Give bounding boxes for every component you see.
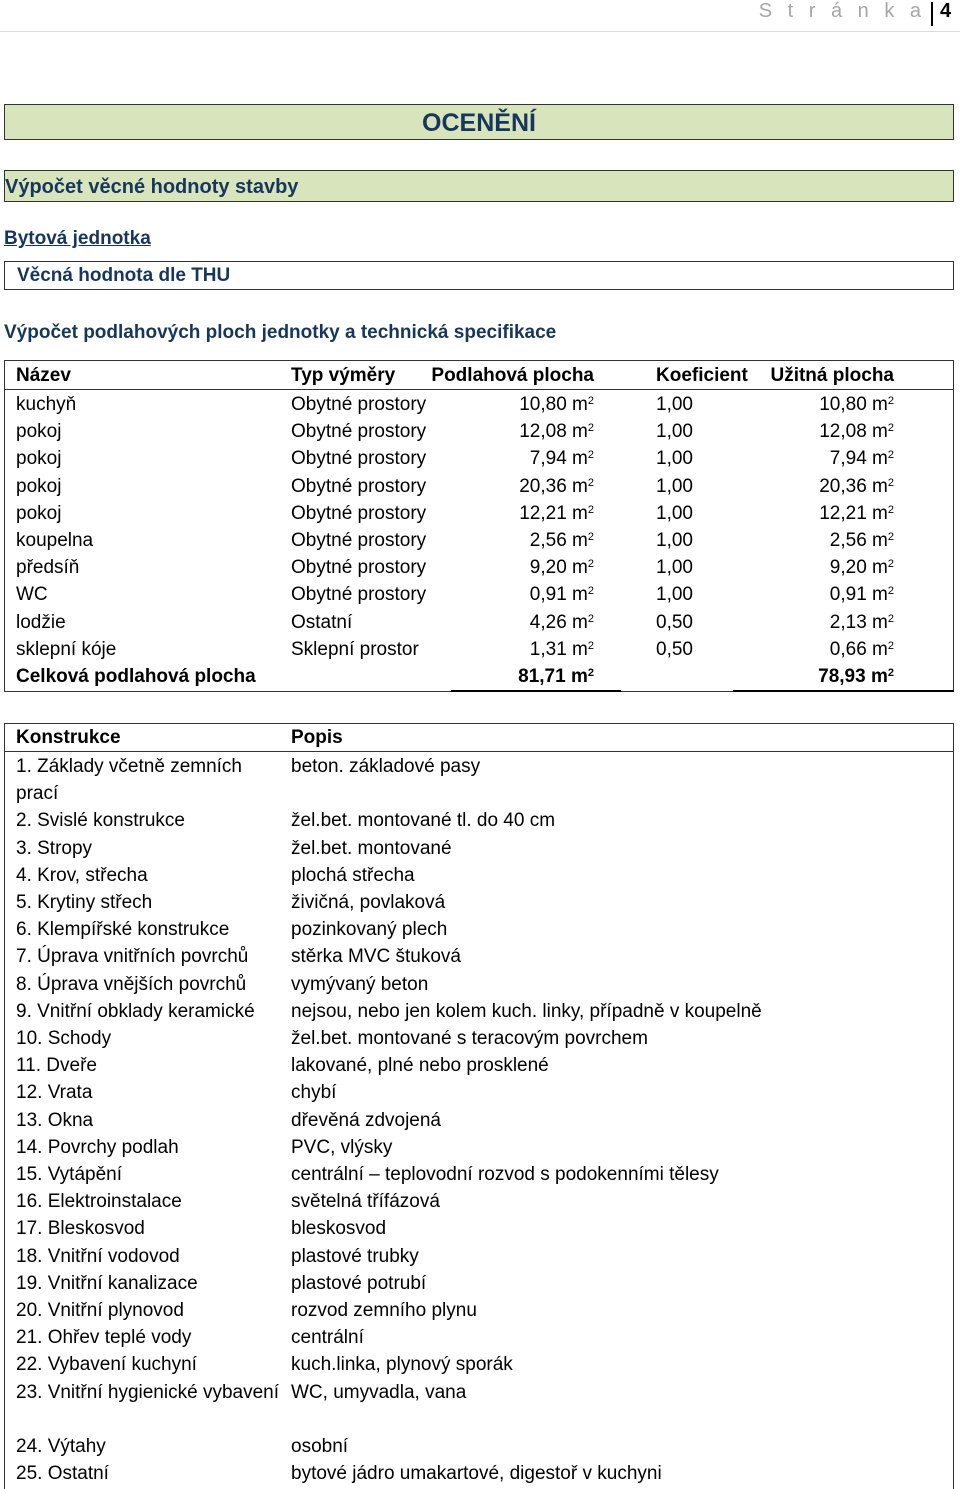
construction-name-cell: 12. Vrata	[16, 1082, 93, 1104]
usable-area-cell: 10,80 $m^2$	[819, 394, 894, 415]
construction-name-cell: 6. Klempířské konstrukce	[16, 919, 230, 941]
table-row	[16, 609, 946, 636]
usable-area-cell: 12,08 $m^2$	[819, 421, 894, 443]
floor-area-cell: 9,20 $m^2$	[529, 557, 594, 579]
construction-description-cell: žel.bet. montované s teracovým povrchem	[291, 1028, 648, 1049]
type-cell: Sklepní prostor	[291, 638, 419, 660]
construction-name-cell: 3. Stropy	[16, 837, 93, 859]
construction-name-cell: 20. Vnitřní plynovod	[16, 1300, 184, 1321]
construction-description-cell: stěrka MVC štuková	[291, 946, 461, 968]
type-cell: Obytné prostory	[291, 421, 427, 443]
floor-area-cell: Podlahová plocha	[431, 365, 594, 386]
floor-area-cell: 4,26 $m^2$	[529, 611, 594, 633]
table-row	[16, 554, 946, 581]
coefficient-cell: Koeficient	[656, 365, 748, 386]
type-cell: Obytné prostory	[291, 584, 427, 606]
table-row	[16, 581, 946, 608]
construction-description-cell: světelná třífázová	[291, 1191, 440, 1213]
construction-description-cell: plastové potrubí	[291, 1272, 427, 1294]
name-cell: kuchyň	[16, 394, 77, 415]
construction-name-cell: 5. Krytiny střech	[16, 892, 153, 913]
floor-section-title: Výpočet podlahových ploch jednotky a technická specifikace	[4, 322, 557, 343]
construction-description-cell: rozvod zemního plynu	[291, 1300, 477, 1321]
construction-description-cell: pozinkovaný plech	[291, 919, 448, 941]
name-cell: pokoj	[16, 475, 62, 497]
construction-name-cell: 7. Úprava vnitřních povrchů	[16, 946, 249, 968]
table-row	[16, 391, 946, 418]
construction-table-header-divider	[4, 751, 954, 752]
construction-description-cell: plastové trubky	[291, 1245, 419, 1267]
floor-table-header-row	[16, 362, 946, 389]
usable-area-cell: 2,56 $m^2$	[829, 530, 894, 551]
construction-description-cell: žel.bet. montované	[291, 837, 452, 859]
usable-area-cell: Užitná plocha	[770, 365, 894, 386]
construction-name-cell: 8. Úprava vnějších povrchů	[16, 973, 247, 995]
construction-name-cell: 1. Základy včetně zemních prací	[16, 756, 242, 804]
page-title: OCENĚNÍ	[4, 104, 954, 140]
construction-name-cell: 16. Elektroinstalace	[16, 1191, 182, 1213]
subtitle-box	[4, 170, 954, 202]
construction-name-cell: 9. Vnitřní obklady keramické	[16, 1000, 255, 1022]
name-cell: Celková podlahová plocha	[16, 666, 256, 687]
usable-area-sum-line	[733, 690, 954, 692]
name-cell: Název	[16, 365, 71, 386]
construction-description-cell: kuch.linka, plynový sporák	[291, 1354, 513, 1376]
name-cell: předsíň	[16, 557, 80, 579]
type-cell: Obytné prostory	[291, 394, 427, 415]
construction-name-cell: 19. Vnitřní kanalizace	[16, 1272, 198, 1294]
usable-area-cell: 7,94 $m^2$	[829, 448, 894, 470]
table-row	[16, 473, 946, 500]
construction-description-cell: centrální – teplovodní rozvod s podokenními tělesy	[291, 1164, 719, 1185]
type-cell: Obytné prostory	[291, 448, 427, 470]
construction-description-cell: Popis	[291, 727, 343, 748]
construction-name-cell: 4. Krov, střecha	[16, 864, 148, 886]
construction-name-cell: 2. Svislé konstrukce	[16, 810, 185, 832]
coefficient-cell: 1,00	[656, 448, 693, 470]
construction-name-cell: 22. Vybavení kuchyní	[16, 1354, 197, 1376]
table-row	[16, 418, 946, 445]
subtitle: Výpočet věcné hodnoty stavby	[5, 176, 299, 198]
usable-area-cell: 0,91 $m^2$	[829, 584, 894, 606]
construction-name-cell: 14. Povrchy podlah	[16, 1136, 179, 1158]
header-divider	[0, 31, 960, 32]
construction-name-cell: 11. Dveře	[16, 1055, 97, 1077]
table-row	[16, 445, 946, 472]
coefficient-cell: 1,00	[656, 475, 693, 497]
usable-area-cell: 12,21 $m^2$	[819, 502, 894, 524]
construction-description-cell: lakované, plné nebo prosklené	[291, 1055, 549, 1077]
section-link[interactable]: Bytová jednotka	[4, 228, 151, 249]
type-cell: Typ výměry	[291, 365, 396, 386]
coefficient-cell: 1,00	[656, 557, 693, 579]
page-number-separator	[931, 2, 933, 26]
construction-name-cell: 23. Vnitřní hygienické vybavení	[16, 1381, 279, 1403]
construction-description-cell: plochá střecha	[291, 864, 415, 886]
coefficient-cell: 0,50	[656, 638, 693, 660]
construction-description-cell: chybí	[291, 1082, 337, 1104]
name-cell: sklepní kóje	[16, 638, 117, 660]
usable-area-cell: 20,36 $m^2$	[819, 475, 894, 497]
construction-name-cell: 10. Schody	[16, 1028, 112, 1049]
name-cell: lodžie	[16, 611, 66, 633]
floor-area-cell: 20,36 $m^2$	[519, 475, 594, 497]
floor-area-cell: 10,80 $m^2$	[519, 394, 594, 415]
page-header	[759, 0, 926, 30]
floor-area-cell: 0,91 $m^2$	[529, 584, 594, 606]
usable-area-cell: 0,66 $m^2$	[829, 638, 894, 660]
type-cell: Obytné prostory	[291, 530, 427, 551]
construction-name-cell: 21. Ohřev teplé vody	[16, 1327, 192, 1349]
construction-description-cell: bytové jádro umakartové, digestoř v kuchyni	[291, 1463, 662, 1485]
construction-description-cell: dřevěná zdvojená	[291, 1109, 441, 1131]
construction-description-cell: nejsou, nebo jen kolem kuch. linky, případně v koupelně	[291, 1000, 762, 1022]
name-cell: pokoj	[16, 502, 62, 524]
name-cell: pokoj	[16, 448, 62, 470]
usable-area-cell: 2,13 $m^2$	[829, 611, 894, 633]
type-cell: Obytné prostory	[291, 502, 427, 524]
type-cell: Ostatní	[291, 611, 353, 633]
construction-description-cell: vymývaný beton	[291, 973, 429, 995]
page-label: S t r á n k a	[758, 0, 926, 22]
floor-area-cell: 1,31 $m^2$	[529, 638, 594, 660]
coefficient-cell: 0,50	[656, 611, 693, 633]
table-row	[16, 500, 946, 527]
floor-area-cell: 2,56 $m^2$	[529, 530, 594, 551]
construction-description-cell: beton. základové pasy	[291, 756, 481, 777]
construction-name-cell: 24. Výtahy	[16, 1436, 106, 1457]
floor-area-cell: 7,94 $m^2$	[529, 448, 594, 470]
construction-name-cell: 15. Vytápění	[16, 1164, 122, 1185]
coefficient-cell: 1,00	[656, 502, 693, 524]
construction-description-cell: osobní	[291, 1436, 349, 1457]
construction-name-cell: 17. Bleskosvod	[16, 1218, 145, 1240]
name-cell: koupelna	[16, 530, 94, 551]
floor-table-header-divider	[4, 389, 954, 390]
table-row	[16, 636, 946, 663]
coefficient-cell: 1,00	[656, 394, 693, 415]
construction-description-cell: živičná, povlaková	[291, 892, 446, 913]
construction-description-cell: WC, umyvadla, vana	[291, 1381, 467, 1403]
floor-area-cell: 12,21 $m^2$	[519, 502, 594, 524]
floor-area-cell: 81,71 $m^2$	[518, 666, 594, 687]
construction-name-cell: 25. Ostatní	[16, 1463, 109, 1485]
page-number: 4	[940, 0, 952, 22]
construction-description-cell: centrální	[291, 1327, 364, 1349]
usable-area-cell: 78,93 $m^2$	[818, 666, 894, 687]
name-cell: WC	[16, 584, 48, 606]
floor-area-sum-line	[451, 690, 621, 692]
floor-area-cell: 12,08 $m^2$	[519, 421, 594, 443]
construction-description-cell: PVC, vlýsky	[291, 1136, 393, 1158]
coefficient-cell: 1,00	[656, 421, 693, 443]
type-cell: Obytné prostory	[291, 475, 427, 497]
construction-name-cell: 18. Vnitřní vodovod	[16, 1245, 180, 1267]
usable-area-cell: 9,20 $m^2$	[829, 557, 894, 579]
coefficient-cell: 1,00	[656, 584, 693, 606]
coefficient-cell: 1,00	[656, 530, 693, 551]
floor-table-total-row	[16, 663, 946, 690]
construction-name-cell: Konstrukce	[16, 727, 121, 748]
table-row	[16, 527, 946, 554]
type-cell: Obytné prostory	[291, 557, 427, 579]
construction-description-cell: bleskosvod	[291, 1218, 387, 1240]
name-cell: pokoj	[16, 421, 62, 443]
construction-description-cell: žel.bet. montované tl. do 40 cm	[291, 810, 556, 832]
thu-label: Věcná hodnota dle THU	[4, 261, 954, 290]
construction-name-cell: 13. Okna	[16, 1109, 94, 1131]
